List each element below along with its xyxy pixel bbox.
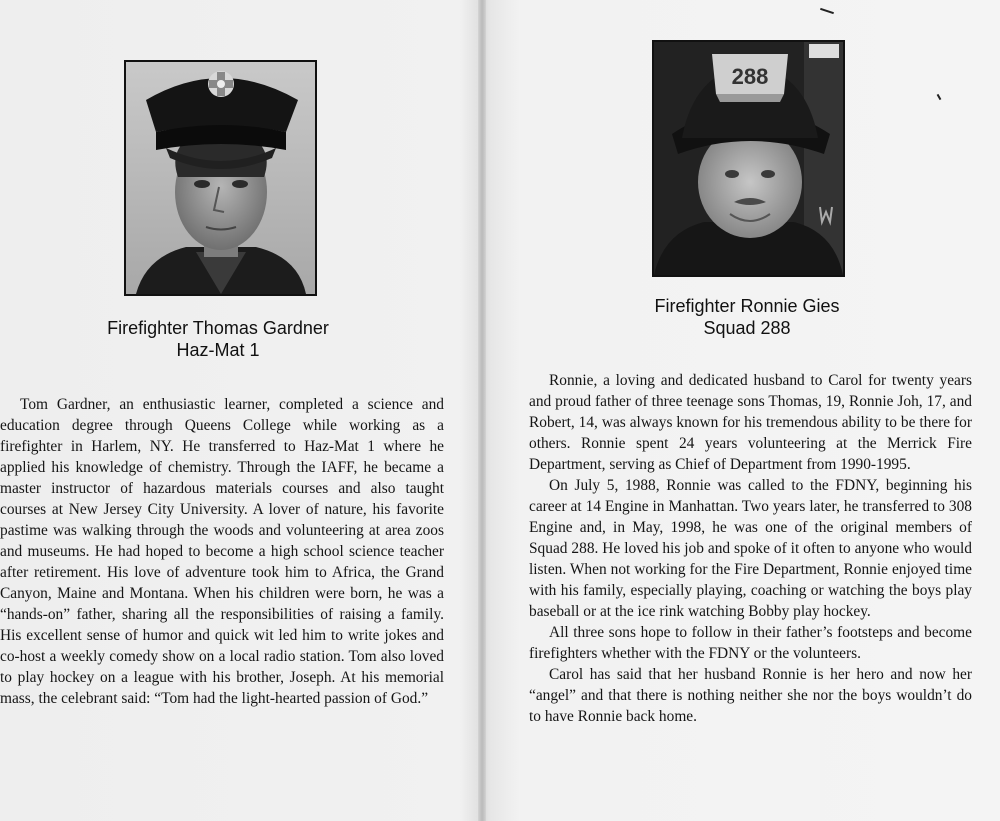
right-page: [484, 0, 1000, 821]
paragraph: Carol has said that her husband Ronnie is her hero and now her “angel” and that there is nothing neither she nor the boys wouldn’t do to have Ronnie back home.: [529, 666, 972, 725]
caption-left: [90, 317, 346, 361]
caption-name: Firefighter Thomas Gardner: [107, 318, 329, 338]
page-mark: [937, 94, 942, 100]
paragraph: On July 5, 1988, Ronnie was called to the FDNY, beginning his career at 14 Engine in Manhattan. Two years later, he transferred to 308 Engine and, in May, 1998, he was one of the original members of Squad 288. He loved his job and spoke of it often to anyone who would listen. When not working for the Fire Department, Ronnie enjoyed time with his family, especially playing, coaching or watching the boys play baseball or at the ice rink watching Bobby play hockey.: [529, 477, 972, 620]
portrait-thomas-gardner: [124, 60, 317, 296]
page-mark: [820, 8, 834, 14]
paragraph: Ronnie, a loving and dedicated husband to Carol for twenty years and proud father of three teenage sons Thomas, 19, Ronnie Joh, 17, and Robert, 14, was always known for his tremendous ability to be there for others. Ronnie spent 24 years volunteering at the Merrick Fire Department, serving as Chief of Department from 1990-1995.: [529, 372, 972, 473]
caption-unit: Squad 288: [703, 318, 791, 338]
portrait-ronnie-gies: [652, 40, 845, 277]
caption-right: [614, 295, 880, 339]
paragraph: All three sons hope to follow in their father’s footsteps and become firefighters whether with the FDNY or the volunteers.: [529, 624, 972, 662]
portrait-thomas-gardner-image: [126, 62, 315, 294]
right-article-text: [529, 370, 972, 727]
caption-unit: Haz-Mat 1: [176, 340, 260, 360]
caption-name: Firefighter Ronnie Gies: [654, 296, 840, 316]
left-page: [0, 0, 480, 821]
portrait-ronnie-gies-image: [654, 42, 843, 275]
paragraph: Tom Gardner, an enthusiastic learner, completed a science and education degree through Queens College while working as a firefighter in Harlem, NY. He transferred to Haz-Mat 1 where he applied his knowledge of chemistry. Through the IAFF, he became a master instructor of hazardous materials courses and also taught courses at New Jersey City University. A lover of nature, his favorite pastime was walking through the woods and volunteering at area zoos and museums. He had hoped to become a high school science teacher after retirement. His love of adventure took him to Africa, the Grand Canyon, Maine and Montana. When his children were born, he was a “hands-on” father, sharing all the responsibilities of raising a family. His excellent sense of humor and quick wit led him to write jokes and co-host a weekly comedy show on a local radio station. Tom also loved to play hockey on a league with his brother, Joseph. At his memorial mass, the celebrant said: “Tom had the light-hearted passion of God.”: [0, 396, 444, 707]
helmet-number: 288: [731, 64, 769, 89]
left-article-text: [0, 394, 444, 709]
